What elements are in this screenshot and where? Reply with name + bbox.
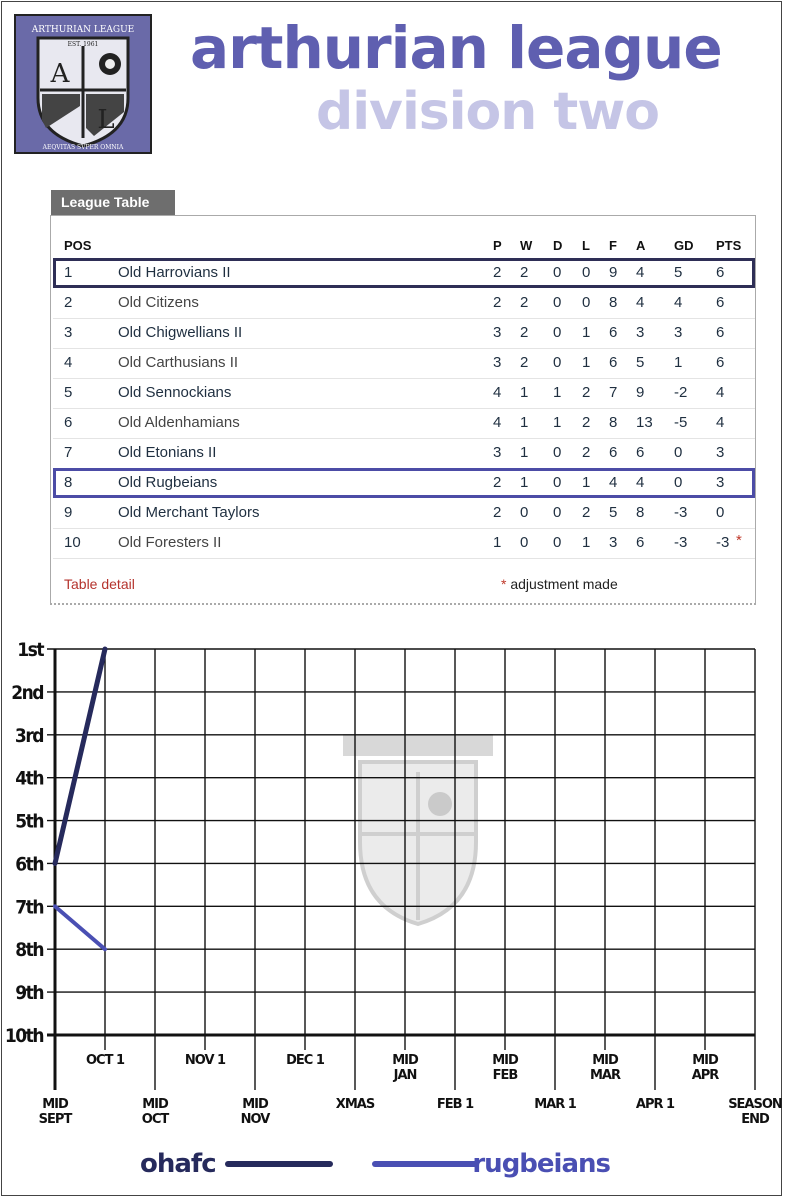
table-cell-p: 3 [493,354,502,371]
table-cell-gd: 4 [674,294,683,311]
table-cell-team: Old Etonians II [118,444,217,461]
table-cell-l: 2 [582,504,591,521]
x-tick-label [185,1053,226,1068]
table-cell-a: 6 [636,534,645,551]
table-cell-d: 1 [553,414,562,431]
table-cell-f: 6 [609,354,618,371]
table-cell-p: 2 [493,264,502,281]
col-header-pts: PTS [716,238,742,253]
table-cell-a: 8 [636,504,645,521]
row-adjustment-star: * [736,532,742,549]
x-tick-label [86,1053,125,1068]
adjustment-star: * [501,576,507,592]
table-cell-p: 1 [493,534,502,551]
table-cell-team: Old Citizens [118,294,199,311]
table-cell-w: 1 [520,414,529,431]
table-cell-p: 3 [493,444,502,461]
y-tick-label: 6th [15,853,43,876]
x-tick-label-line: APR [691,1068,719,1083]
table-cell-pos: 10 [64,534,81,551]
table-cell-team: Old Rugbeians [118,474,218,491]
series-line-ohafc [55,649,105,863]
x-tick-label [241,1097,271,1127]
table-cell-w: 0 [520,504,529,521]
x-tick-label-line: MID [692,1053,718,1068]
table-cell-p: 4 [493,414,502,431]
col-header-l: L [582,238,590,253]
table-cell-d: 0 [553,444,562,461]
table-cell-a: 9 [636,384,645,401]
table-cell-w: 1 [520,384,529,401]
table-cell-f: 6 [609,324,618,341]
table-cell-f: 4 [609,474,618,491]
table-cell-pts: -3 [716,534,730,551]
table-cell-p: 2 [493,474,502,491]
table-cell-l: 1 [582,474,591,491]
table-cell-pts: 0 [716,504,725,521]
logo-top-text: ARTHURIAN LEAGUE [31,25,135,35]
x-tick-label-line: NOV 1 [184,1053,226,1068]
table-cell-team: Old Aldenhamians [118,414,240,431]
x-tick-label-line: MID [492,1053,518,1068]
x-tick-label-line: OCT [141,1112,169,1127]
table-cell-a: 6 [636,444,645,461]
y-tick-label: 2nd [11,681,43,704]
table-cell-d: 0 [553,324,562,341]
x-tick-label [392,1053,419,1083]
division-title: division two [316,82,660,142]
table-cell-pts: 4 [716,414,725,431]
x-tick-label [692,1053,720,1083]
y-tick-label: 9th [15,982,43,1005]
table-cell-l: 1 [582,354,591,371]
x-tick-label [590,1053,621,1083]
table-cell-p: 2 [493,504,502,521]
x-tick-label [39,1097,73,1127]
league-table-tab[interactable]: League Table [51,190,175,215]
table-cell-gd: -3 [674,504,688,521]
adjustment-note-text: adjustment made [510,576,618,592]
table-cell-team: Old Carthusians II [118,354,239,371]
league-title: arthurian league [190,14,722,82]
table-cell-d: 0 [553,354,562,371]
logo-est: EST. 1961 [67,41,99,48]
table-cell-pos: 3 [64,324,73,341]
table-cell-gd: 0 [674,444,683,461]
table-cell-team: Old Chigwellians II [118,324,243,341]
table-cell-pts: 3 [716,444,725,461]
y-tick-label: 5th [15,810,43,833]
y-tick-label: 4th [15,767,43,790]
table-cell-d: 0 [553,504,562,521]
x-tick-label [286,1053,325,1068]
x-tick-label-line: MID [592,1053,618,1068]
x-tick-label-line: SEASON [728,1097,782,1112]
table-cell-gd: -3 [674,534,688,551]
table-cell-pos: 8 [64,474,73,491]
table-cell-gd: 5 [674,264,683,281]
table-cell-w: 1 [520,444,529,461]
x-tick-label [437,1097,474,1112]
table-cell-pos: 2 [64,294,73,311]
table-cell-d: 0 [553,534,562,551]
legend-label-ohafc: ohafc [140,1149,216,1179]
x-tick-label [336,1097,375,1112]
table-cell-p: 3 [493,324,502,341]
x-tick-label [728,1097,782,1127]
table-cell-a: 3 [636,324,645,341]
table-cell-f: 5 [609,504,618,521]
table-cell-d: 1 [553,384,562,401]
x-tick-label [142,1097,170,1127]
y-tick-label: 8th [15,939,43,962]
y-tick-label: 3rd [14,724,43,747]
logo-motto: AEQVITAS SVPER OMNIA [42,144,124,151]
table-cell-team: Old Merchant Taylors [118,504,260,521]
x-tick-label-line: XMAS [335,1097,375,1112]
table-cell-team: Old Sennockians [118,384,232,401]
table-cell-p: 2 [493,294,502,311]
table-cell-pos: 5 [64,384,73,401]
x-tick-label-line: MID [142,1097,168,1112]
table-cell-w: 1 [520,474,529,491]
table-cell-l: 2 [582,384,591,401]
table-cell-pos: 1 [64,264,73,281]
table-cell-d: 0 [553,474,562,491]
table-cell-pts: 6 [716,264,725,281]
table-cell-a: 5 [636,354,645,371]
table-cell-f: 9 [609,264,618,281]
table-cell-w: 2 [520,324,529,341]
x-tick-label-line: MID [42,1097,68,1112]
table-cell-pts: 6 [716,294,725,311]
legend-label-rugbeians: rugbeians [472,1149,610,1179]
x-tick-label-line: FEB [492,1068,518,1083]
col-header-pos: POS [64,238,92,253]
table-cell-f: 6 [609,444,618,461]
table-cell-a: 4 [636,264,645,281]
col-header-d: D [553,238,563,253]
table-cell-l: 0 [582,264,591,281]
table-cell-d: 0 [553,294,562,311]
table-cell-l: 2 [582,444,591,461]
x-tick-label-line: OCT 1 [85,1053,125,1068]
table-cell-pts: 4 [716,384,725,401]
x-tick-label-line: MID [242,1097,268,1112]
table-cell-a: 13 [636,414,653,431]
table-cell-l: 2 [582,414,591,431]
x-tick-label [534,1097,577,1112]
x-tick-label-line: DEC 1 [286,1053,324,1068]
table-cell-l: 0 [582,294,591,311]
table-cell-team: Old Harrovians II [118,264,231,281]
table-cell-pos: 7 [64,444,73,461]
col-header-a: A [636,238,646,253]
col-header-p: P [493,238,502,253]
table-cell-w: 2 [520,264,529,281]
table-cell-team: Old Foresters II [118,534,222,551]
col-header-w: W [520,238,533,253]
x-tick-label-line: MID [392,1053,418,1068]
table-cell-gd: 1 [674,354,683,371]
x-tick-label-line: FEB 1 [436,1097,474,1112]
table-cell-f: 8 [609,294,618,311]
col-header-gd: GD [674,238,694,253]
table-cell-gd: -2 [674,384,688,401]
table-cell-gd: 0 [674,474,683,491]
table-cell-pos: 9 [64,504,73,521]
table-cell-l: 1 [582,324,591,341]
table-cell-pts: 3 [716,474,725,491]
table-cell-a: 4 [636,294,645,311]
watermark-crest-icon [343,734,493,924]
table-cell-w: 2 [520,354,529,371]
col-header-f: F [609,238,617,253]
y-tick-label: 10th [4,1025,43,1047]
table-cell-p: 4 [493,384,502,401]
y-tick-label: 1st [17,639,43,661]
logo-letter-l: L [97,105,115,135]
table-cell-l: 1 [582,534,591,551]
table-cell-f: 8 [609,414,618,431]
x-tick-label-line: MAR 1 [534,1097,576,1112]
x-tick-label [492,1053,519,1083]
table-cell-pos: 6 [64,414,73,431]
table-cell-pts: 6 [716,354,725,371]
y-tick-label: 7th [15,896,43,919]
x-tick-label [636,1097,675,1112]
x-tick-label-line: END [741,1112,769,1127]
x-tick-label-line: APR 1 [635,1097,675,1112]
x-tick-label-line: NOV [240,1112,270,1127]
table-cell-w: 2 [520,294,529,311]
table-detail-link[interactable]: Table detail [64,576,135,592]
table-cell-a: 4 [636,474,645,491]
x-tick-label-line: MAR [589,1068,621,1083]
x-tick-label-line: JAN [393,1068,417,1083]
table-cell-gd: -5 [674,414,688,431]
table-cell-pts: 6 [716,324,725,341]
table-cell-f: 3 [609,534,618,551]
table-cell-d: 0 [553,264,562,281]
table-cell-w: 0 [520,534,529,551]
series-line-rugbeians [55,906,105,949]
table-cell-gd: 3 [674,324,683,341]
x-tick-label-line: SEPT [38,1112,72,1127]
logo-letter-a: A [50,59,70,89]
table-cell-pos: 4 [64,354,73,371]
table-cell-f: 7 [609,384,618,401]
